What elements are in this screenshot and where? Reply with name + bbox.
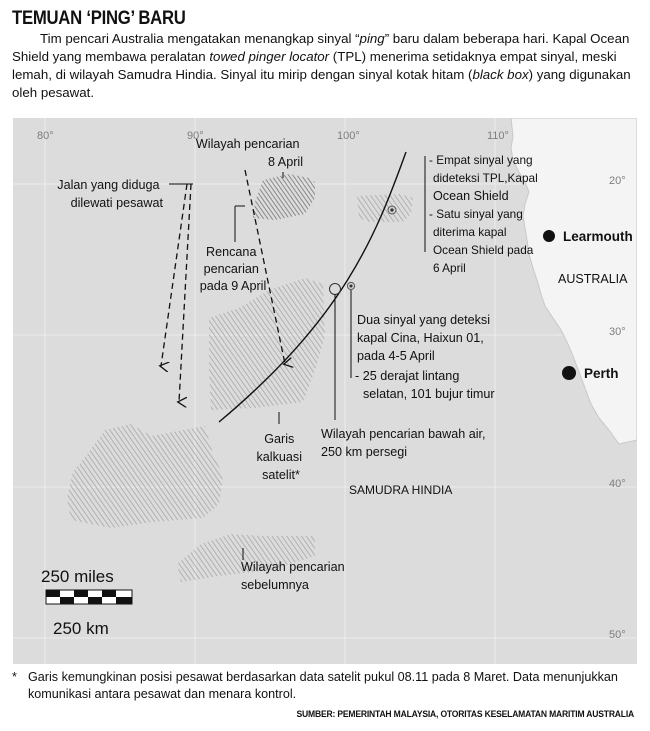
perth-label: Perth (584, 366, 619, 381)
ocean-shield-signal-dot (390, 208, 393, 211)
annotation-satellite-line: Garis kalkuasi satelit* (256, 432, 302, 482)
australia-label: AUSTRALIA (558, 272, 628, 286)
annotation-previous-search: Wilayah pencarian sebelumnya (241, 560, 345, 592)
page-title: TEMUAN ‘PING’ BARU (12, 8, 186, 29)
scale-miles-label: 250 miles (41, 567, 114, 586)
annotation-search-area-april-8: Wilayah pencarian 8 April (195, 137, 303, 169)
longitude-label: 110° (487, 130, 509, 142)
intro-italic-term: towed pinger locator (209, 49, 330, 64)
annotation-haixun-signals: Dua sinyal yang deteksi kapal Cina, Haixun 01, pada 4-5 April (357, 313, 491, 363)
annotation-haixun-position: - 25 derajat lintang selatan, 101 bujur timur (355, 369, 495, 401)
intro-text: Tim pencari Australia mengatakan menangkap sinyal “ (40, 31, 360, 46)
latitude-label: 40° (609, 478, 626, 490)
intro-text: ) yang digunakan oleh pesawat. (12, 67, 631, 100)
search-area-map (13, 118, 637, 664)
perth-city-dot (562, 366, 576, 380)
footnote (12, 669, 638, 703)
scale-km-label: 250 km (53, 619, 109, 638)
annotation-underwater-search: Wilayah pencarian bawah air, 250 km persegi (321, 427, 486, 459)
annotation-suspected-path: Jalan yang diduga dilewati pesawat (57, 178, 163, 210)
footnote-text: Garis kemungkinan posisi pesawat berdasarkan data satelit pukul 08.11 pada 8 Maret. Data menunjukkan komunikasi antara pesawat dan menara kontrol. (28, 670, 618, 701)
longitude-label: 80° (37, 130, 54, 142)
longitude-label: 90° (187, 130, 204, 142)
ocean-label: SAMUDRA HINDIA (349, 483, 453, 497)
latitude-label: 20° (609, 175, 626, 187)
intro-italic-term: ping (359, 31, 385, 46)
learmouth-city-dot (543, 230, 555, 242)
latitude-label: 50° (609, 629, 626, 641)
source-credit: SUMBER: PEMERINTAH MALAYSIA, OTORITAS KESELAMATAN MARITIM AUSTRALIA (296, 709, 634, 720)
intro-text: (TPL) menerima setidaknya empat sinyal, meski lemah, di wilayah Samudra Hindia. Sinyal itu mirip dengan sinyal kotak hitam ( (12, 49, 617, 82)
annotation-ocean-shield-signals: - Empat sinyal yang dideteksi TPL,Kapal Ocean Shield (429, 153, 538, 203)
footnote-marker: * (12, 670, 17, 684)
annotation-ocean-shield-single: - Satu sinyal yang diterima kapal Ocean Shield pada 6 April (429, 207, 534, 275)
haixun-signal-dot (350, 285, 353, 288)
learmouth-label: Learmouth (563, 229, 633, 244)
annotation-planned-search-april-9: Rencana pencarian pada 9 April (199, 245, 267, 293)
latitude-label: 30° (609, 326, 626, 338)
intro-text: ” baru dalam beberapa hari. Kapal Ocean Shield yang membawa peralatan (12, 31, 630, 64)
longitude-label: 100° (337, 130, 360, 142)
intro-italic-term: black box (472, 67, 529, 82)
intro-paragraph (12, 30, 638, 102)
